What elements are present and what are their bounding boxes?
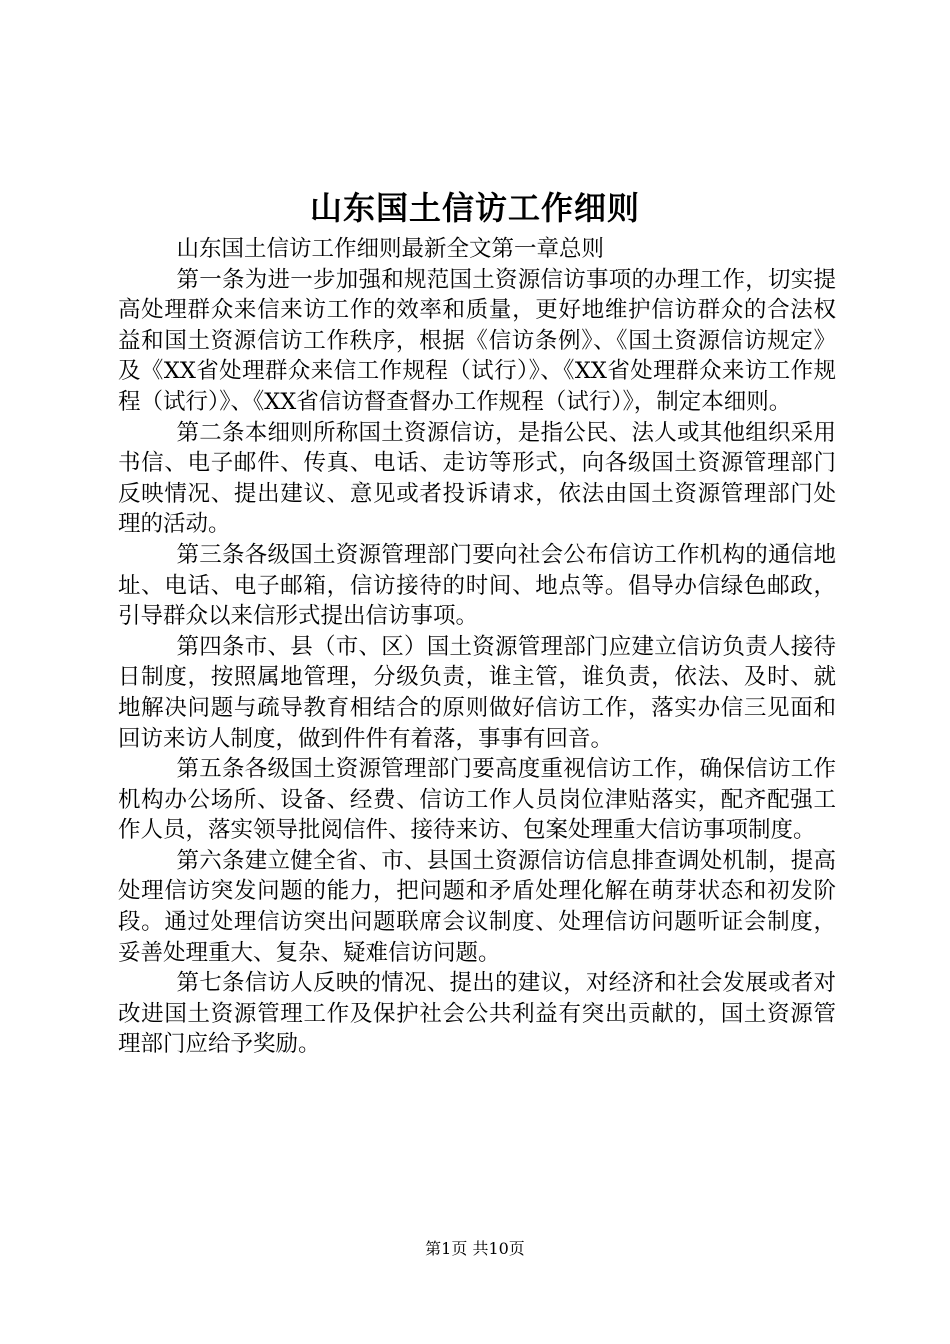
paragraph-article-1: 第一条为进一步加强和规范国土资源信访事项的办理工作，切实提高处理群众来信来访工作的效率和质量，更好地维护信访群众的合法权益和国土资源信访工作秩序，根据《信访条例》、《国土资源信访规定》及《XX省处理群众来信工作规程（试行）》、《XX省处理群众来访工作规程（试行）》、《XX省信访督查督办工作规程（试行）》，制定本细则。 (118, 266, 836, 415)
document-body (118, 234, 836, 1060)
paragraph-article-7: 第七条信访人反映的情况、提出的建议，对经济和社会发展或者对改进国土资源管理工作及保护社会公共利益有突出贡献的，国土资源管理部门应给予奖励。 (118, 970, 836, 1058)
paragraph-article-6: 第六条建立健全省、市、县国土资源信访信息排查调处机制，提高处理信访突发问题的能力，把问题和矛盾处理化解在萌芽状态和初发阶段。通过处理信访突出问题联席会议制度、处理信访问题听证会制度，妥善处理重大、复杂、疑难信访问题。 (118, 847, 836, 966)
paragraph-article-5: 第五条各级国土资源管理部门要高度重视信访工作，确保信访工作机构办公场所、设备、经费、信访工作人员岗位津贴落实，配齐配强工作人员，落实领导批阅信件、接待来访、包案处理重大信访事项制度。 (118, 756, 836, 844)
paragraph-article-4: 第四条市、县（市、区）国土资源管理部门应建立信访负责人接待日制度，按照属地管理，分级负责，谁主管，谁负责，依法、及时、就地解决问题与疏导教育相结合的原则做好信访工作，落实办信三见面和回访来访人制度，做到件件有着落，事事有回音。 (118, 633, 836, 752)
paragraph-article-3: 第三条各级国土资源管理部门要向社会公布信访工作机构的通信地址、电话、电子邮箱，信访接待的时间、地点等。倡导办信绿色邮政，引导群众以来信形式提出信访事项。 (118, 541, 836, 630)
document-title: 山东国土信访工作细则 (309, 189, 640, 227)
page-number-footer: 第1页 共10页 (425, 1239, 525, 1258)
paragraph-heading: 山东国土信访工作细则最新全文第一章总则 (176, 236, 605, 262)
paragraph-article-2: 第二条本细则所称国土资源信访，是指公民、法人或其他组织采用书信、电子邮件、传真、电话、走访等形式，向各级国土资源管理部门反映情况、提出建议、意见或者投诉请求，依法由国土资源管理部门处理的活动。 (118, 419, 836, 538)
